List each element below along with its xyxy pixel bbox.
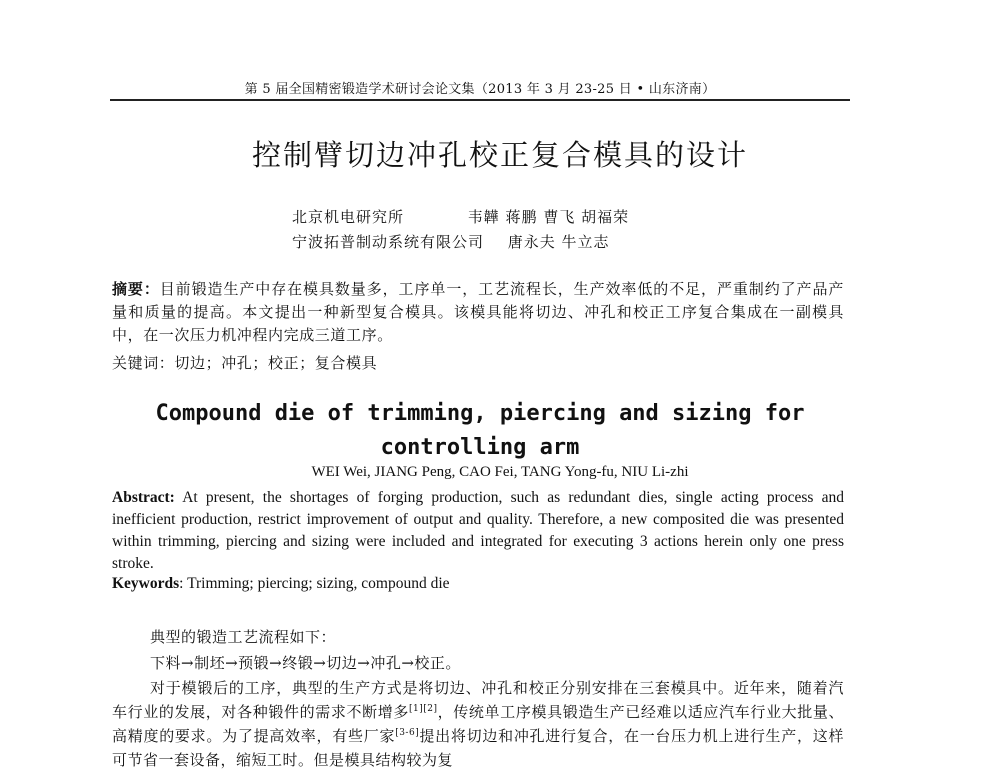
authors-english: WEI Wei, JIANG Peng, CAO Fei, TANG Yong-fu, NIU Li-zhi xyxy=(311,464,689,480)
citation-3-6: [3-6] xyxy=(395,728,420,738)
affiliation-1-org: 北京机电研究所 xyxy=(292,208,405,226)
keywords-english xyxy=(112,575,450,593)
body-paragraph-3-part-2: ，传统单工序模具锻造生产已经难以适应汽车行业大批量、高精度的要求。为了提高效率，有些厂家 xyxy=(112,703,844,745)
body-paragraph-3-part-1: 对于模锻后的工序，典型的生产方式是将切边、冲孔和校正分别安排在三套模具中。近年来，随着汽车行业的发展，对各种锻件的需求不断增多 xyxy=(112,679,844,721)
body-paragraph-3 xyxy=(112,676,844,772)
keywords-chinese xyxy=(112,352,377,373)
affiliation-2-org: 宁波拓普制动系统有限公司 xyxy=(292,233,485,251)
title-english-line-2: controlling arm xyxy=(380,435,580,460)
keywords-chinese-label: 关键词： xyxy=(112,354,175,372)
abstract-chinese xyxy=(112,278,844,347)
abstract-english-label: Abstract: xyxy=(112,489,175,506)
body-paragraph-2: 下料→制坯→预锻→终锻→切边→冲孔→校正。 xyxy=(150,654,461,672)
abstract-english-text: At present, the shortages of forging production, such as redundant dies, single acting process and inefficient production, restrict improvement of output and quality. Therefore, a new composited die was presented within trimming, piercing and sizing were included and integrated for executing 3 actions herein only one press stroke. xyxy=(112,489,844,572)
affiliation-2 xyxy=(292,231,610,252)
body-paragraph-3-part-3: 提出将切边和冲孔进行复合，在一台压力机上进行生产，这样可节省一套设备，缩短工时。但是模具结构较为复 xyxy=(112,727,844,769)
keywords-english-label: Keywords xyxy=(112,575,180,592)
keywords-english-text: : Trimming; piercing; sizing, compound die xyxy=(179,575,450,592)
affiliation-2-authors: 唐永夫 牛立志 xyxy=(507,233,610,251)
abstract-chinese-label: 摘要： xyxy=(112,280,160,298)
title-english-line-1: Compound die of trimming, piercing and sizing for xyxy=(155,401,805,426)
abstract-chinese-text: 目前锻造生产中存在模具数量多，工序单一，工艺流程长，生产效率低的不足，严重制约了产品产量和质量的提高。本文提出一种新型复合模具。该模具能将切边、冲孔和校正工序复合集成在一副模具中，在一次压力机冲程内完成三道工序。 xyxy=(112,280,844,344)
keywords-chinese-text: 切边；冲孔；校正；复合模具 xyxy=(174,354,378,372)
body-paragraph-1: 典型的锻造工艺流程如下： xyxy=(150,628,337,646)
citation-1-2: [1][2] xyxy=(409,704,438,714)
affiliation-1-authors: 韦韡 蒋鹏 曹飞 胡福荣 xyxy=(467,208,630,226)
header-rule xyxy=(110,99,850,101)
abstract-english xyxy=(112,487,844,575)
title-chinese: 控制臂切边冲孔校正复合模具的设计 xyxy=(251,138,748,172)
running-header: 第 5 届全国精密锻造学术研讨会论文集（2013 年 3 月 23-25 日 • 山东济南） xyxy=(244,82,716,97)
title-english xyxy=(150,397,810,465)
affiliation-1 xyxy=(292,206,629,227)
